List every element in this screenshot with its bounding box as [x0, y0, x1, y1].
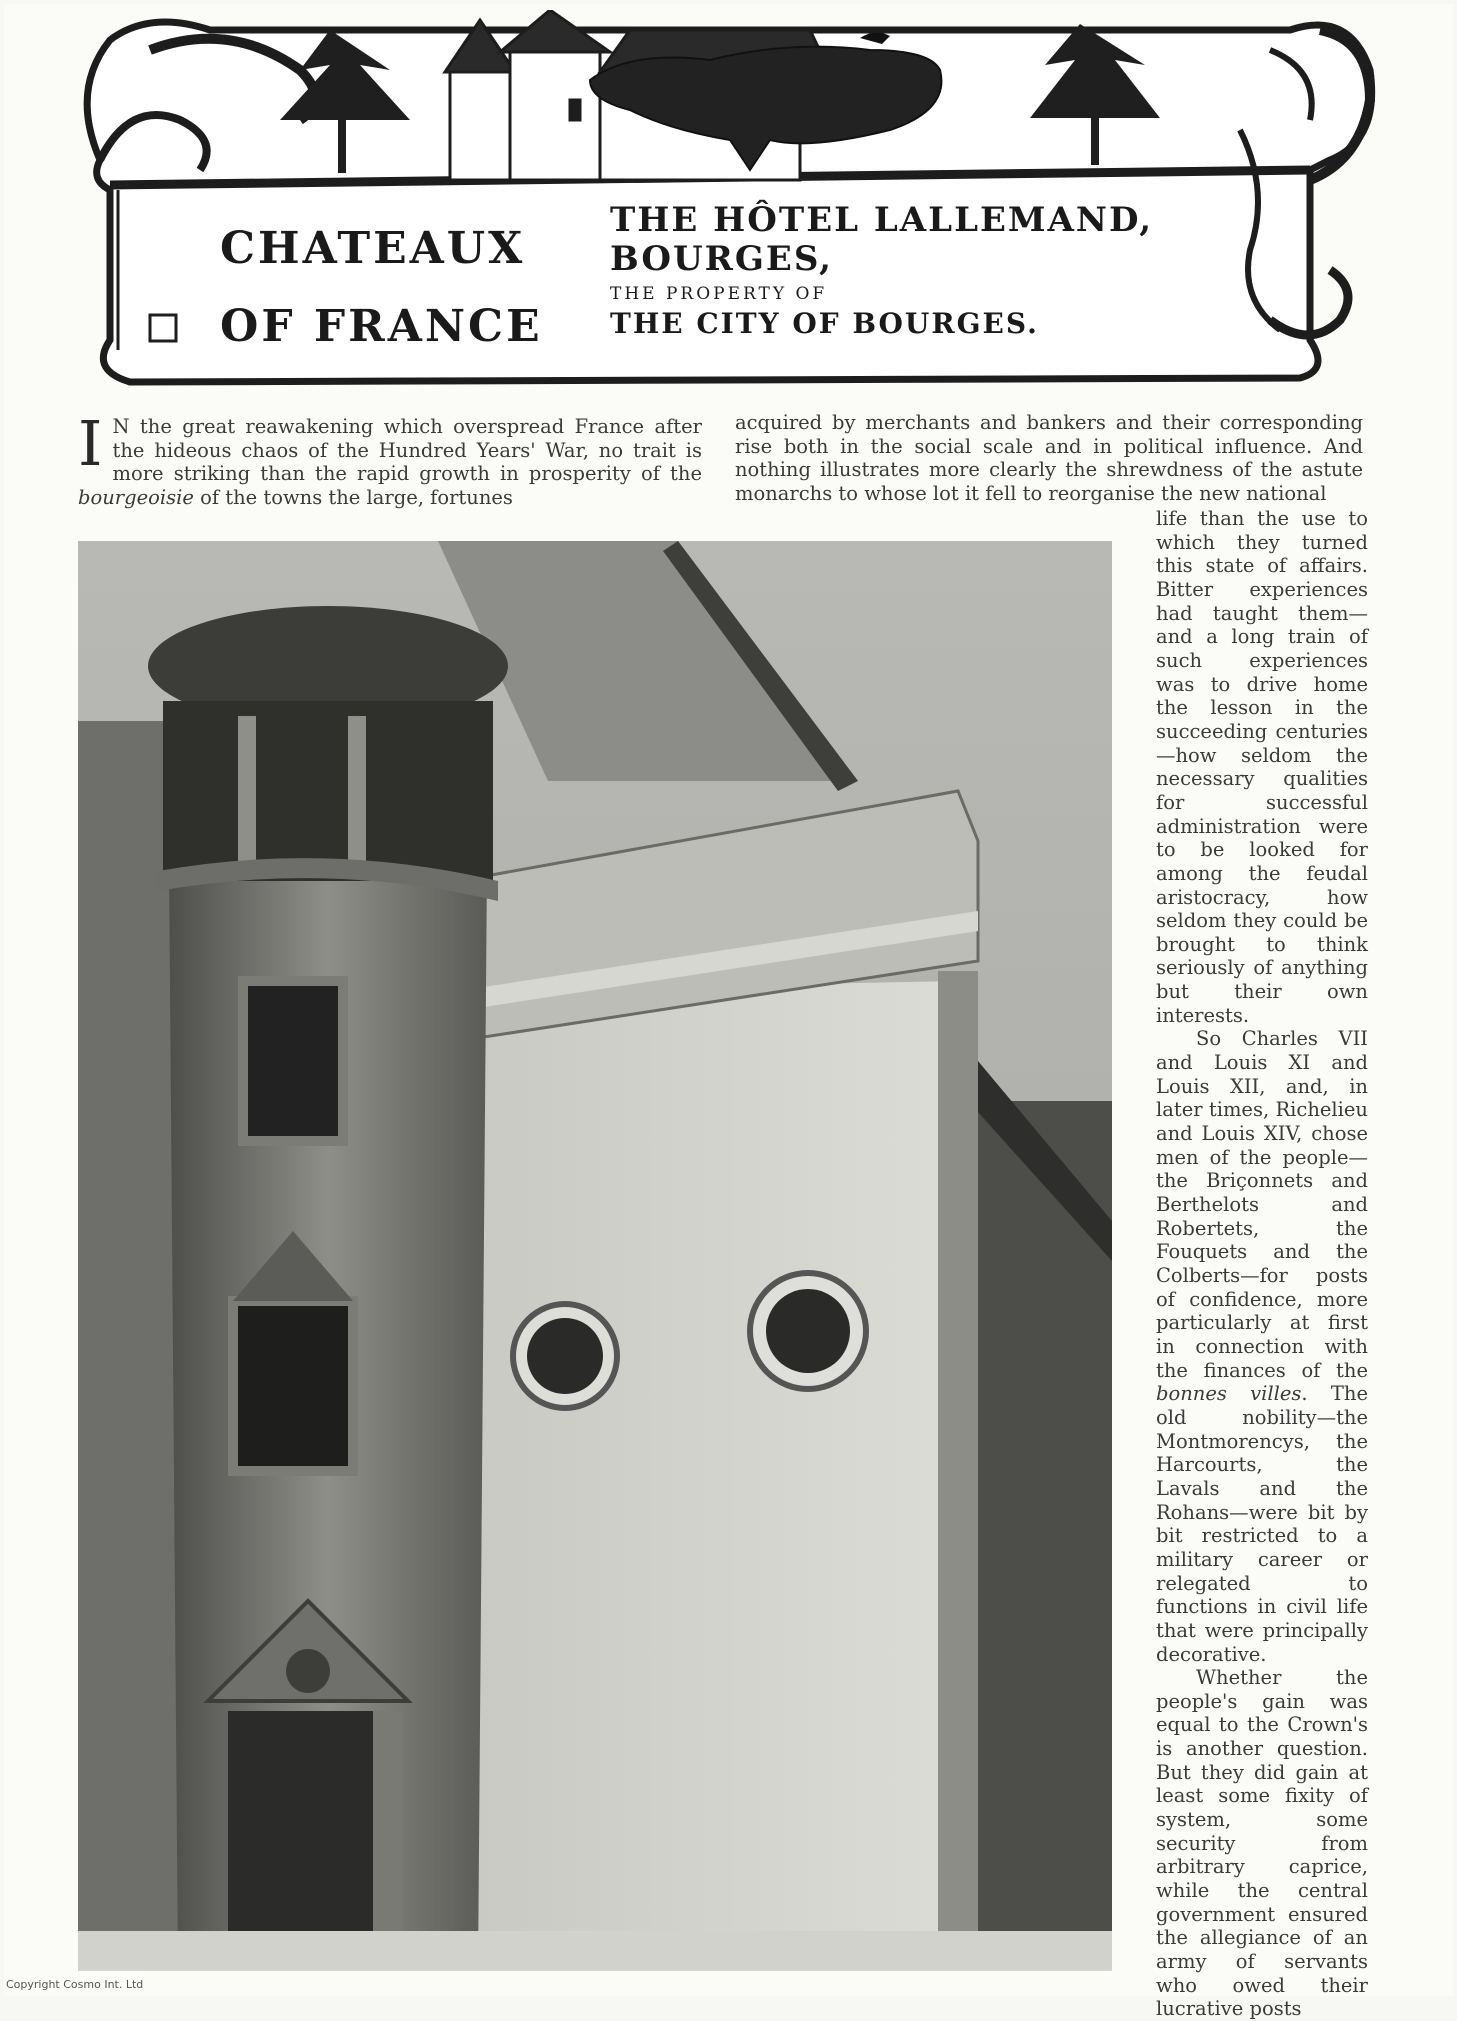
paragraph-2-text: So Charles VII and Louis XI and Louis XII, and, in later times, Richelieu and Louis XIV, chose men of the people—the Briçonnets and Berthelots and Robertets, the Fouquets and the Colberts—for posts of confidence, more particularly at first in connection with the finances of the: [1156, 1027, 1368, 1382]
porthole-window-1: [513, 1304, 617, 1408]
title-line-2: BOURGES,: [610, 239, 834, 279]
intro-paragraph: [78, 407, 702, 509]
article-title: [610, 200, 1250, 340]
paragraph-2-tail: . The old nobility—the Montmorencys, the Harcourts, the Lavals and the Rohans—were bit by bit restricted to a military career or relegated to functions in civil life that were principally decorative.: [1156, 1382, 1368, 1666]
series-line-2: OF FRANCE: [220, 301, 543, 352]
title-subtitle: THE PROPERTY OF: [610, 284, 828, 304]
paragraph-2: [1156, 1027, 1368, 1666]
narrow-column-right: [1156, 507, 1368, 2021]
series-line-1: CHATEAUX: [220, 223, 526, 274]
intro-text: N the great reawakening which overspread France after the hideous chaos of the Hundred Years' War, no trait is more striking than the rapid growth in prosperity of the: [112, 415, 702, 486]
intro-column-left: [78, 407, 702, 509]
intro-tail: of the towns the large, fortunes: [193, 485, 513, 509]
page: [4, 4, 1453, 2021]
title-line-1: THE HÔTEL LALLEMAND,: [610, 200, 1154, 240]
title-owner: THE CITY OF BOURGES.: [610, 307, 1039, 340]
paragraph-2-italic: bonnes villes: [1156, 1382, 1302, 1406]
porthole-window-2: [750, 1273, 866, 1389]
building-photograph: [78, 541, 1112, 1971]
copyright-notice: Copyright Cosmo Int. Ltd: [6, 1978, 144, 1991]
paragraph-1: life than the use to which they turned this state of affairs. Bitter experiences had taught them—and a long train of such experiences was to drive home the lesson in the succeeding centuries—how seldom the necessary qualities for successful administration were to be looked for among the feudal aristocracy, how seldom they could be brought to think seriously of anything but their own interests.: [1156, 507, 1368, 1027]
intro-continuation: acquired by merchants and bankers and their corresponding rise both in the social scale and in political influence. And nothing illustrates more clearly the shrewdness of the astute monarchs to whose lot it fell to reorganise the new national: [735, 411, 1363, 505]
header-banner: [70, 10, 1380, 388]
intro-column-right: [735, 411, 1363, 505]
intro-italic: bourgeoisie: [78, 485, 194, 509]
series-title: [220, 210, 600, 366]
drop-cap: I: [78, 407, 103, 480]
paragraph-3: Whether the people's gain was equal to the Crown's is another question. But they did gain at least some fixity of system, some security from arbitrary caprice, while the central government ensured the allegiance of an army of servants who owed their lucrative posts: [1156, 1666, 1368, 2021]
